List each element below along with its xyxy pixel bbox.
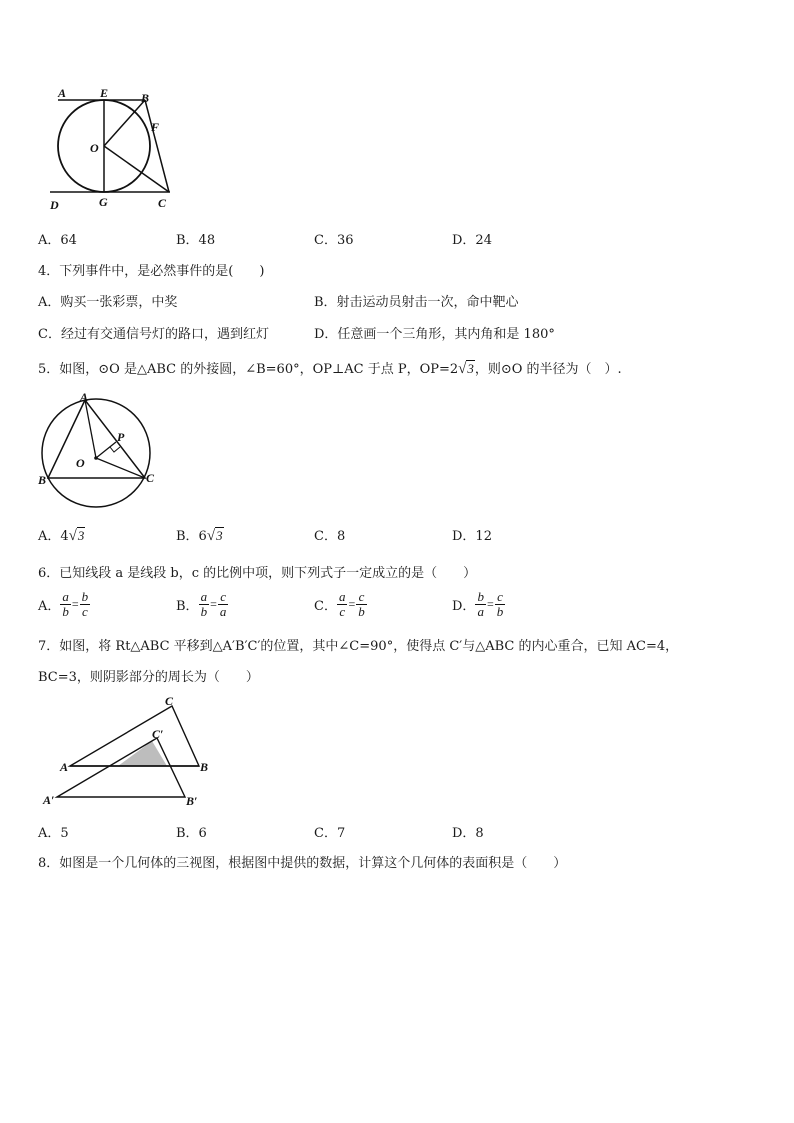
q7-option-a: A．5 [38, 826, 69, 841]
q3-line-ob [104, 100, 145, 146]
q3-label-o: O [90, 141, 99, 155]
q5-label-o: O [76, 456, 85, 470]
q5-option-a: A．4√3 [38, 528, 85, 544]
q6-option-a: A． $\frac{a}{b}$ = $\frac{b}{c}$ [38, 589, 89, 619]
q7-option-b: B．6 [176, 826, 207, 841]
q5-right-angle-mark [110, 447, 120, 452]
q3-option-a: A．64 [38, 233, 77, 248]
q3-label-b: B [141, 91, 150, 105]
q6-stem: 6．已知线段 a 是线段 b，c 的比例中项，则下列式子一定成立的是（ ） [38, 566, 477, 581]
q3-label-d: D [50, 198, 59, 212]
q5-option-d: D．12 [452, 529, 492, 544]
q7-label-ap: A′ [43, 793, 55, 807]
q5-label-a: A [80, 390, 89, 404]
q4-option-a: A．购买一张彩票，中奖 [38, 295, 178, 310]
q3-option-c: C．36 [314, 233, 354, 248]
q5-line-oa [85, 400, 96, 458]
q3-label-a: A [58, 86, 67, 100]
q7-stem-line2: BC=3，则阴影部分的周长为（ ） [38, 670, 259, 685]
q6-option-c: C． $\frac{a}{c}$ = $\frac{c}{b}$ [314, 589, 365, 619]
q5-figure [34, 390, 164, 505]
q7-option-c: C．7 [314, 826, 346, 841]
q5-label-b: B [38, 473, 47, 487]
q4-option-c: C．经过有交通信号灯的路口，遇到红灯 [38, 327, 269, 342]
q4-option-d: D．任意画一个三角形，其内角和是 180° [314, 327, 555, 342]
q7-triangle-apbpcp [57, 738, 185, 797]
q7-label-a: A [60, 760, 69, 774]
q3-option-d: D．24 [452, 233, 492, 248]
q7-label-bp: B′ [186, 794, 198, 808]
q5-center-dot [94, 456, 98, 460]
q5-stem-sqrt: √3 [458, 361, 474, 377]
q5-option-c: C．8 [314, 529, 346, 544]
q7-stem-line1: 7．如图，将 Rt△ABC 平移到△A′B′C′的位置，其中∠C=90°，使得点 C′与△ABC 的内心重合，已知 AC=4， [38, 639, 679, 654]
q4-option-b: B．射击运动员射击一次，命中靶心 [314, 295, 519, 310]
q5-label-p: P [117, 430, 125, 444]
q5-stem-post: ，则⊙O 的半径为（ ）. [474, 362, 622, 377]
q5-label-c: C [146, 471, 155, 485]
q3-label-g: G [99, 195, 108, 209]
q3-figure [40, 85, 190, 215]
q3-option-b: B．48 [176, 233, 216, 248]
q5-stem [38, 358, 622, 378]
q3-label-c: C [158, 196, 167, 210]
q3-label-e: E [100, 86, 109, 100]
q6-option-d: D． $\frac{b}{a}$ = $\frac{c}{b}$ [452, 589, 504, 619]
q7-label-cp: C′ [152, 727, 164, 741]
q7-label-b: B [200, 760, 209, 774]
q7-figure [40, 693, 215, 813]
q5-stem-pre: 5．如图，⊙O 是△ABC 的外接圆，∠B=60°，OP⊥AC 于点 P，OP=2 [38, 362, 459, 377]
q8-stem: 8．如图是一个几何体的三视图，根据图中提供的数据，计算这个几何体的表面积是（ ） [38, 856, 567, 871]
q7-option-d: D．8 [452, 826, 484, 841]
q5-option-b: B．6√3 [176, 528, 223, 544]
q7-label-c: C [165, 694, 174, 708]
q3-label-f: F [151, 120, 160, 134]
q4-stem: 4．下列事件中，是必然事件的是( ) [38, 264, 265, 279]
q6-option-b: B． $\frac{a}{b}$ = $\frac{c}{a}$ [176, 589, 227, 619]
